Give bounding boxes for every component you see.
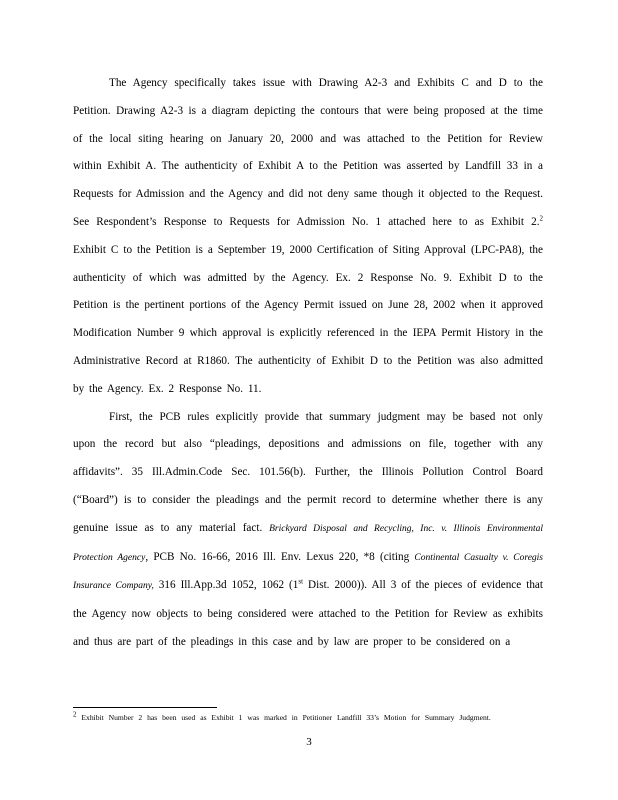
paragraph-2-part-4: Dist. 2000)). All 3 of the pieces of evidence that the Agency now objects to being considered were attached to the Petition for Review as exhibits and thus are part of the pleadings in this case and by law are proper to be considered on a [73, 579, 543, 648]
paragraph-2-part-2: , PCB No. 16-66, 2016 Ill. Env. Lexus 220, *8 (citing [145, 550, 415, 563]
ordinal-superscript: st [298, 577, 304, 586]
footnote-reference: 2 [539, 214, 543, 223]
page-number: 3 [306, 736, 312, 748]
body-text [73, 70, 543, 657]
paragraph-1-text: The Agency specifically takes issue with Drawing A2-3 and Exhibits C and D to the Petition. Drawing A2-3 is a diagram depicting the contours that were being proposed at the time of the local siting hearing on January 20, 2000 and was attached to the Petition for Review within Exhibit A. The authenticity of Exhibit A to the Petition was asserted by Landfill 33 in a Requests for Admission and the Agency and did not deny same though it objected to the Request. See Respondent’s Response to Requests for Admission No. 1 attached here to as Exhibit 2. [73, 77, 543, 228]
paragraph-1-text-continued: Exhibit C to the Petition is a September 19, 2000 Certification of Siting Approval (LPC-PA8), the authenticity of which was admitted by the Agency. Ex. 2 Response No. 9. Exhibit D to the Petition is the pertinent portions of the Agency Permit issued on June 28, 2002 when it approved Modification Number 9 which approval is explicitly referenced in the IEPA Permit History in the Administrative Record at R1860. The authenticity of Exhibit D to the Petition was also admitted by the Agency. Ex. 2 Response No. 11. [73, 243, 543, 395]
case-citation-continental: Continental Casualty v. Coregis Insurance Company, [73, 552, 543, 592]
case-citation-brickyard: Brickyard Disposal and Recycling, Inc. v. Illinois Environmental Protection Agency [73, 523, 543, 563]
paragraph-2 [73, 404, 543, 657]
paragraph-2-part-3: 316 Ill.App.3d 1052, 1062 (1 [153, 579, 299, 592]
paragraph-2-part-1: First, the PCB rules explicitly provide that summary judgment may be based not only upon the record but also “pleadings, depositions and admissions on file, together with any affidavits”. 35 Ill.Admin.Code Sec. 101.56(b). Further, the Illinois Pollution Control Board (“Board”) is to consider the pleadings and the permit record to determine whether there is any genuine issue as to any material fact. [73, 410, 543, 534]
footnote-text: Exhibit Number 2 has been used as Exhibit 1 was marked in Petitioner Landfill 33’s Motion for Summary Judgment. [76, 713, 491, 722]
footnote [73, 710, 543, 723]
footnote-marker: 2 [73, 710, 77, 719]
footnote-divider [73, 707, 217, 708]
paragraph-1 [73, 70, 543, 404]
